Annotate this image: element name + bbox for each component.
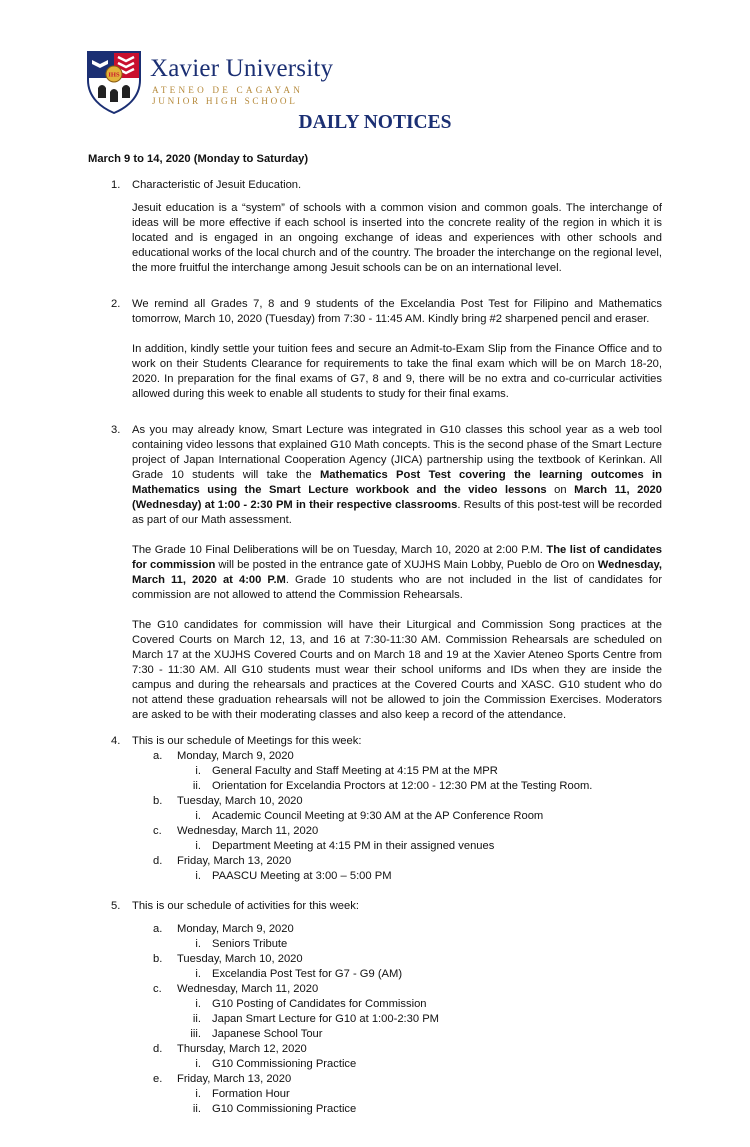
day-label: Thursday, March 12, 2020 — [177, 1043, 307, 1055]
item-number: 5. — [111, 900, 121, 912]
day-label: Tuesday, March 10, 2020 — [177, 953, 303, 965]
schedule-event — [0, 967, 750, 982]
schedule-event — [0, 764, 750, 779]
schedule-event — [0, 1012, 750, 1027]
event-label: G10 Commissioning Practice — [212, 1058, 357, 1070]
notice-item-4 — [0, 734, 750, 884]
day-label: Monday, March 9, 2020 — [177, 750, 294, 762]
event-label: Japan Smart Lecture for G10 at 1:00-2:30 PM — [212, 1013, 439, 1025]
day-label: Friday, March 13, 2020 — [177, 855, 292, 867]
schedule-event — [0, 1102, 750, 1117]
schedule-day — [0, 749, 750, 764]
event-marker: i. — [195, 840, 201, 852]
day-label: Tuesday, March 10, 2020 — [177, 795, 303, 807]
event-label: Excelandia Post Test for G7 - G9 (AM) — [212, 968, 403, 980]
university-name: Xavier University — [150, 55, 334, 82]
item-paragraph: We remind all Grades 7, 8 and 9 students of the Excelandia Post Test for Filipino and Mathematics tomorrow, March 10, 2020 (Tuesday) from 7:30 - 11:45 AM. Kindly bring #2 sharpened pencil and eraser. — [132, 298, 662, 325]
notice-item-3 — [0, 423, 750, 723]
day-label: Wednesday, March 11, 2020 — [177, 825, 319, 837]
item-paragraph: The G10 candidates for commission will have their Liturgical and Commission Song practices at the Covered Courts on March 12, 13, and 16 at 7:30-11:30 AM. Commission Rehearsals are scheduled on March 17 at the XUJHS Covered Courts and on March 18 and 19 at the Xavier Ateneo Sports Centre from 7:30 - 11:30 AM. All G10 students must wear their school uniforms and IDs when they are inside the campus and during the rehearsals and practices at the Covered Courts and XASC. G10 student who do not attend these graduation rehearsals will not be allowed to join the Commission Exercises. Moderators are asked to be with their moderating classes and also keep a record of the attendance. — [132, 619, 662, 721]
day-marker: b. — [153, 953, 163, 965]
schedule-event — [0, 1087, 750, 1102]
event-label: Seniors Tribute — [212, 938, 288, 950]
event-marker: i. — [195, 1058, 201, 1070]
schedule-event — [0, 869, 750, 884]
event-marker: ii. — [192, 1013, 201, 1025]
item-number: 2. — [111, 298, 121, 310]
item-heading: This is our schedule of activities for this week: — [132, 900, 359, 912]
schedule-event — [0, 937, 750, 952]
day-marker: e. — [153, 1073, 163, 1085]
schedule-event — [0, 997, 750, 1012]
page-title: DAILY NOTICES — [298, 112, 452, 133]
day-marker: d. — [153, 855, 163, 867]
notice-item-1 — [0, 178, 750, 276]
event-label: Orientation for Excelandia Proctors at 12:00 - 12:30 PM at the Testing Room. — [212, 780, 593, 792]
item-paragraph: Jesuit education is a “system” of schools with a common vision and common goals. The interchange of ideas will be more effective if each school is inserted into the concrete reality of the region in which it is located and is engaged in an ongoing exchange of ideas and experiences with other schools and educational works of the local church and of the country. The broader the interchange on the regional level, the more fruitful the interchange among Jesuit schools can be on an international level. — [132, 202, 662, 274]
schedule-day — [0, 982, 750, 997]
notice-item-2 — [0, 297, 750, 402]
event-marker: i. — [195, 870, 201, 882]
schedule-day — [0, 1042, 750, 1057]
event-label: Formation Hour — [212, 1088, 290, 1100]
day-marker: d. — [153, 1043, 163, 1055]
schedule-day — [0, 952, 750, 967]
event-marker: ii. — [192, 1103, 201, 1115]
day-label: Monday, March 9, 2020 — [177, 923, 294, 935]
event-label: Department Meeting at 4:15 PM in their assigned venues — [212, 840, 495, 852]
schedule-day — [0, 1072, 750, 1087]
day-label: Wednesday, March 11, 2020 — [177, 983, 319, 995]
item-number: 4. — [111, 735, 121, 747]
day-label: Friday, March 13, 2020 — [177, 1073, 292, 1085]
schedule-day — [0, 922, 750, 937]
event-marker: iii. — [190, 1028, 201, 1040]
schedule-event — [0, 779, 750, 794]
event-marker: i. — [195, 998, 201, 1010]
item-heading: Characteristic of Jesuit Education. — [132, 179, 302, 191]
event-label: Academic Council Meeting at 9:30 AM at the AP Conference Room — [212, 810, 544, 822]
item-number: 3. — [111, 424, 121, 436]
event-label: G10 Posting of Candidates for Commission — [212, 998, 427, 1010]
item-paragraph: As you may already know, Smart Lecture was integrated in G10 classes this school year as a web tool containing video lessons that explained G10 Math concepts. This is the second phase of the Smart Lecture project of Japan International Cooperation Agency (JICA) partnership using the textbook of Kerinkan. All Grade 10 students will take the Mathematics Post Test covering the learning outcomes in Mathematics using the Smart Lecture workbook and the video lessons on March 11, 2020 (Wednesday) at 1:00 - 2:30 PM in their respective classrooms. Results of this post-test will be recorded as part of our Math assessment. — [132, 424, 663, 526]
event-marker: i. — [195, 810, 201, 822]
item-heading: This is our schedule of Meetings for this week: — [132, 735, 362, 747]
school-subtitle: JUNIOR HIGH SCHOOL — [152, 96, 298, 106]
event-label: PAASCU Meeting at 3:00 – 5:00 PM — [212, 870, 392, 882]
event-marker: i. — [195, 1088, 201, 1100]
schedule-event — [0, 839, 750, 854]
event-label: General Faculty and Staff Meeting at 4:15 PM at the MPR — [212, 765, 498, 777]
schedule-event — [0, 1027, 750, 1042]
university-subtitle: ATENEO DE CAGAYAN — [152, 85, 304, 95]
notice-item-5 — [0, 899, 750, 1117]
schedule-day — [0, 794, 750, 809]
seal-monogram: IHS — [108, 71, 120, 79]
day-marker: a. — [153, 750, 163, 762]
item-paragraph: The Grade 10 Final Deliberations will be on Tuesday, March 10, 2020 at 2:00 P.M. The list of candidates for commission will be posted in the entrance gate of XUJHS Main Lobby, Pueblo de Oro on Wednesday, March 11, 2020 at 4:00 P.M. Grade 10 students who are not included in the list of candidates for commission are not allowed to attend the Commission Rehearsals. — [132, 544, 662, 601]
event-marker: ii. — [192, 780, 201, 792]
item-number: 1. — [111, 179, 121, 191]
event-label: Japanese School Tour — [212, 1028, 323, 1040]
event-marker: i. — [195, 968, 201, 980]
event-label: G10 Commissioning Practice — [212, 1103, 357, 1115]
schedule-day — [0, 854, 750, 869]
schedule-day — [0, 824, 750, 839]
meetings-schedule — [0, 749, 750, 884]
schedule-event — [0, 1057, 750, 1072]
day-marker: b. — [153, 795, 163, 807]
item-paragraph: In addition, kindly settle your tuition fees and secure an Admit-to-Exam Slip from the Finance Office and to work on their Students Clearance for requirements to take the final exam which will be on March 18-20, 2020. In preparation for the final exams of G7, 8 and 9, there will be no extra and co-curricular activities allowed during this week to enable all students to study for their final exams. — [132, 343, 662, 400]
date-range: March 9 to 14, 2020 (Monday to Saturday) — [88, 153, 309, 165]
event-marker: i. — [195, 765, 201, 777]
day-marker: c. — [153, 983, 162, 995]
activities-schedule — [0, 922, 750, 1117]
notices-list — [0, 178, 750, 1117]
day-marker: c. — [153, 825, 162, 837]
event-marker: i. — [195, 938, 201, 950]
university-seal-logo — [86, 50, 142, 114]
day-marker: a. — [153, 923, 163, 935]
schedule-event — [0, 809, 750, 824]
